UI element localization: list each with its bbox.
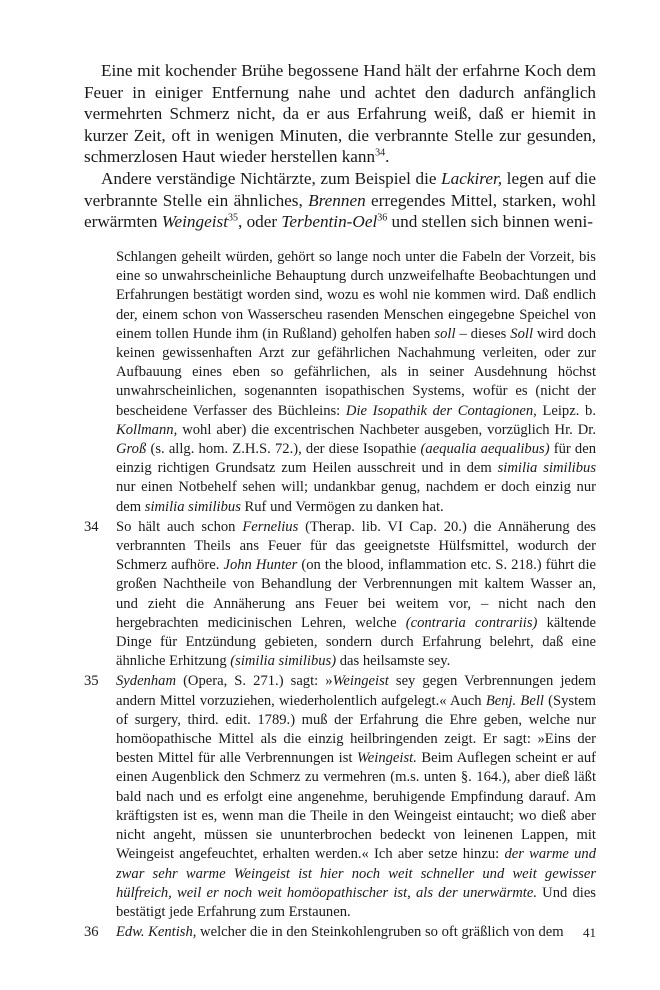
page-number: 41 [583,925,596,940]
main-text [84,60,596,233]
footnote-35: 35 Sydenham (Opera, S. 271.) sagt: »Weingeist sey gegen Verbrennungen jedem andern Mittel vorzuziehen, wiederholentlich aufgelegt.« Auch Benj. Bell (System of surgery, third. edit. 1789.) muß der Erfahrung die Ehre geben, welche nur homöopathische Mittel als die einzig heilbringenden zeigt. Er sagt: »Eins der besten Mittel für alle Verbrennungen ist Weingeist. Beim Auflegen scheint er auf einen Augenblick den Schmerz zu vermehren (m.s. unten §. 164.), aber dieß läßt bald nach und es erfolgt eine angenehme, beruhigende Empfindung darauf. Am kräftigsten ist es, wenn man die Theile in den Weingeist eintaucht; wo dieß aber nicht angeht, müssen sie ununterbrochen bedeckt von leinenen Lappen, mit Weingeist angefeuchtet, erhalten werden.« Ich aber setze hinzu: der warme und zwar sehr warme Weingeist ist hier noch weit schneller und weit gewisser hülfreich, weil er noch weit homöopathischer ist, als der unerwärmte. Und dies bestätigt jede Erfahrung zum Erstaunen. [84,673,596,920]
paragraph: Andere verständige Nichtärzte, zum Beispiel die Lackirer, legen auf die verbrannte Stelle ein ähnliches, Brennen erregendes Mittel, starken, wohl erwärmten Weingeist$^{35}$, oder Terbentin-Oel$^{36}$ und stellen sich binnen weni- [84,168,597,232]
footnote-34: 34 So hält auch schon Fernelius (Therap. lib. VI Cap. 20.) die Annäherung des verbrannten Theils ans Feuer für das geeignetste Hülfsmittel, wodurch der Schmerz aufhöre. John Hunter (on the blood, inflammation etc. S. 218.) führt die großen Nachtheile von Behandlung der Verbrennungen mit kaltem Wasser an, und zieht die Annäherung ans Feuer bei weitem vor, – nicht nach den hergebrachten medicinischen Lehren, welche (contraria contrariis) kältende Dinge für Entzündung gebieten, sondern durch Erfahrung belehrt, daß eine ähnliche Erhitzung (similia similibus) das heilsamste sey. [84,518,596,670]
footnote-continuation: Schlangen geheilt würden, gehört so lange noch unter die Fabeln der Vorzeit, bis eine so unwahrscheinliche Behauptung durch unzweifelhafte Beobachtungen und Erfahrungen bestätigt worden sind, wozu es wohl nie kommen wird. Daß endlich der, einem schon von Wasserscheu rasenden Menschen eingegebne Speichel von einem tollen Hunde ihm (in Rußland) geholfen haben soll – dieses Soll wird doch keinen gewissenhaften Arzt zur gefährlichen Nachahmung verleiten, oder zur Aufbauung eines eben so gefährlichen, als in seiner Ausdehnung höchst unwahrscheinlichen, sogenannten isopathischen Systems, wofür es (nicht der bescheidene Verfasser des Büchleins: Die Isopathik der Contagionen, Leipz. b. Kollmann, wohl aber) die excentrischen Nachbeter ausgeben, vorzüglich Hr. Dr. Groß (s. allg. hom. Z.H.S. 72.), der diese Isopathie (aequalia aequalibus) für den einzig richtigen Grundsatz zum Heilen ausschreit und in dem similia similibus nur einen Notbehelf sehen will; undankbar genug, nachdem er doch einzig nur dem similia similibus Ruf und Vermögen zu danken hat. [116,249,596,515]
paragraph: Eine mit kochender Brühe begossene Hand hält der erfahrne Koch dem Feuer in einiger Entfernung nahe und achtet den dadurch anfänglich vermehrten Schmerz nicht, da er aus Erfahrung weiß, daß er hiemit in kurzer Zeit, oft in wenigen Minuten, die verbrannte Stelle zur gesunden, schmerzlosen Haut wieder herstellen kann$^{34}$. [84,61,596,167]
footnote-ref[interactable]: 36 [377,212,388,224]
footnote-number: 36 [84,924,99,941]
footnote-ref[interactable]: 35 [227,212,238,224]
footnote-number: 34 [84,518,99,535]
footnote-36: 36 Edw. Kentish, welcher die in den Steinkohlengruben so oft gräßlich von dem [84,923,596,942]
footnotes [84,248,596,942]
footnote-ref[interactable]: 34 [375,147,386,159]
footnote-number: 35 [84,673,99,690]
